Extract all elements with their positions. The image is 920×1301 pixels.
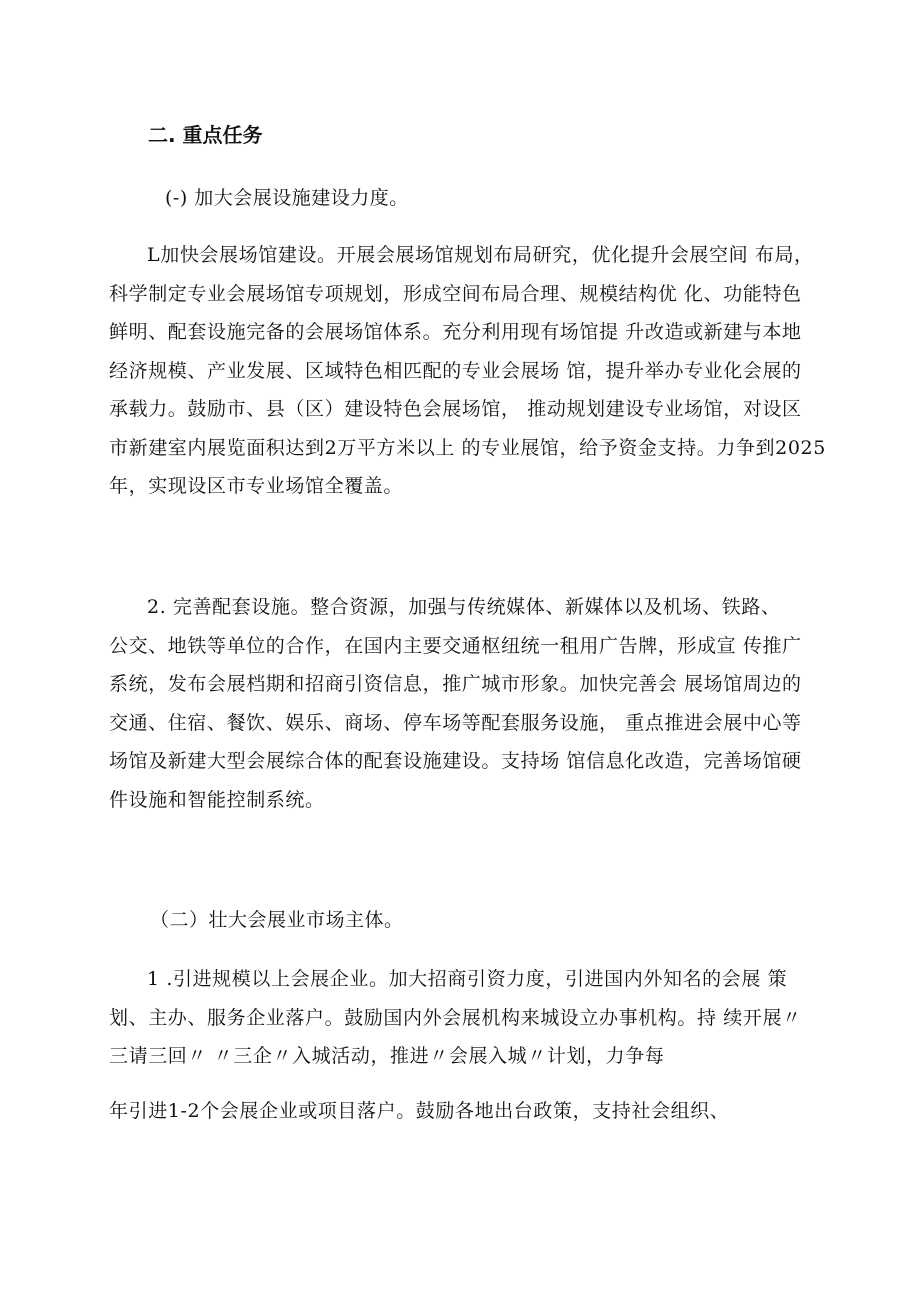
paragraph-line: 划、主办、服务企业落户。鼓励国内外会展机构来城设立办事机构。持 续开展〃 — [109, 1006, 802, 1029]
paragraph-venue-construction — [109, 236, 826, 506]
paragraph-line: 系统，发布会展档期和招商引资信息，推广城市形象。加快完善会 展场馆周边的 — [109, 673, 802, 695]
subsection-title-2: （二）壮大会展业市场主体。 — [150, 909, 404, 931]
paragraph-line: L加快会展场馆建设。开展会展场馆规划布局研究，优化提升会展空间 布局， — [147, 244, 814, 266]
paragraph-line: 科学制定专业会展场馆专项规划，形成空间布局合理、规模结构优 化、功能特色 — [109, 282, 802, 305]
paragraph-line: 场馆及新建大型会展综合体的配套设施建设。支持场 馆信息化改造，完善场馆硬 — [109, 750, 802, 772]
paragraph-line: 年引进1-2个会展企业或项目落户。鼓励各地出台政策，支持社会组织、 — [109, 1099, 730, 1122]
paragraph-supporting-facilities — [109, 588, 814, 819]
paragraph-line: 三请三回〃 〃三企〃入城活动，推进〃会展入城〃计划，力争每 — [109, 1045, 665, 1067]
paragraph-line: 件设施和智能控制系统。 — [109, 788, 325, 811]
paragraph-line: 1 .引进规模以上会展企业。加大招商引资力度，引进国内外知名的会展 策 — [147, 968, 788, 990]
paragraph-line: 交通、住宿、餐饮、娱乐、商场、停车场等配套服务设施， 重点推进会展中心等 — [109, 711, 802, 734]
paragraph-line: 市新建室内展览面积达到2万平方米以上 的专业展馆，给予资金支持。力争到2025 — [109, 436, 826, 459]
paragraph-attract-enterprises — [109, 960, 814, 1130]
section-heading: 二. 重点任务 — [148, 123, 263, 147]
paragraph-line: 鲜明、配套设施完备的会展场馆体系。充分利用现有场馆提 升改造或新建与本地 — [109, 321, 802, 343]
paragraph-line: 年，实现设区市专业场馆全覆盖。 — [109, 475, 404, 497]
subsection-title-1: (-) 加大会展设施建设力度。 — [165, 187, 409, 209]
paragraph-line: 经济规模、产业发展、区域特色相匹配的专业会展场 馆，提升举办专业化会展的 — [109, 359, 802, 382]
paragraph-line: 承载力。鼓励市、县（区）建设特色会展场馆， 推动规划建设专业场馆，对设区 — [109, 398, 802, 420]
paragraph-line: 公交、地铁等单位的合作，在国内主要交通枢纽统一租用广告牌，形成宣 传推广 — [109, 634, 802, 657]
paragraph-line: 2. 完善配套设施。整合资源，加强与传统媒体、新媒体以及机场、铁路、 — [147, 596, 781, 618]
